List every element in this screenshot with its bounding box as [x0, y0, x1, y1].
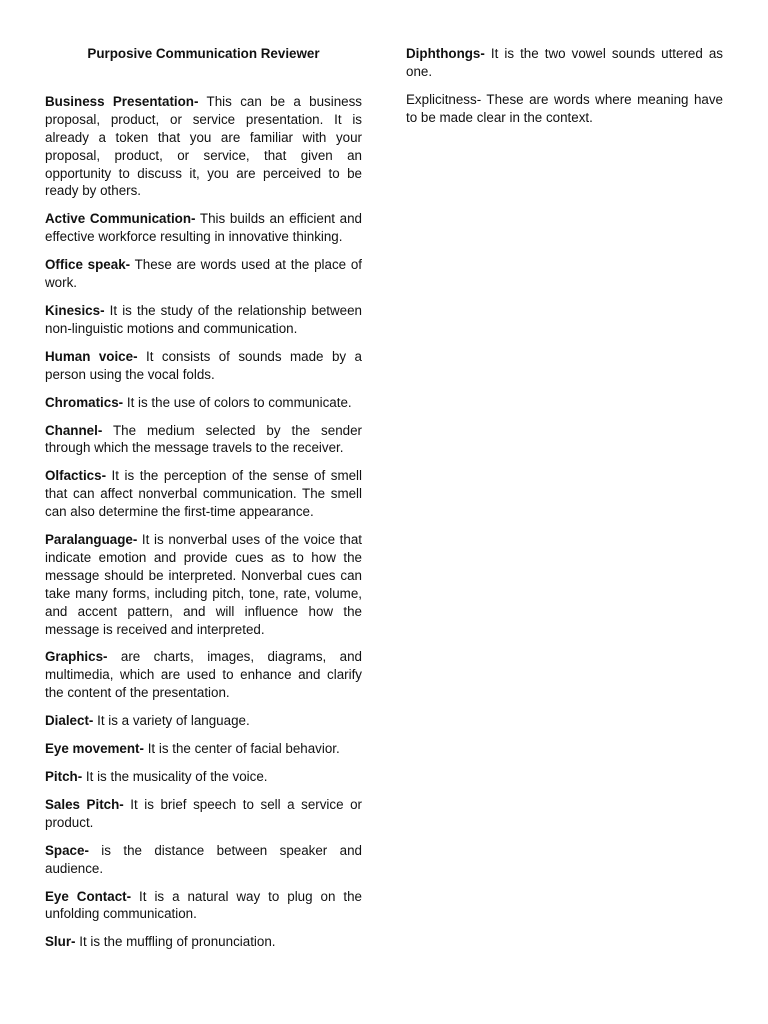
glossary-term: Slur- — [45, 934, 76, 950]
left-entry-list — [45, 93, 362, 951]
glossary-term: Diphthongs- — [406, 46, 485, 61]
glossary-definition: It is the two vowel sounds uttered as one. — [406, 46, 723, 79]
glossary-term: Paralanguage- — [45, 532, 138, 548]
glossary-entry — [45, 796, 362, 832]
glossary-definition: are charts, images, diagrams, and multimedia, which are used to enhance and clarify the content of the presentation. — [45, 649, 362, 701]
glossary-definition: It is brief speech to sell a service or product. — [45, 796, 362, 830]
glossary-entry — [45, 888, 362, 924]
glossary-term: Dialect- — [45, 713, 94, 729]
glossary-definition: It is the study of the relationship between non-linguistic motions and communication. — [45, 302, 362, 336]
glossary-definition: The medium selected by the sender through which the message travels to the receiver. — [45, 422, 362, 456]
glossary-entry — [45, 210, 362, 246]
glossary-entry — [45, 93, 362, 200]
glossary-term: Active Communication- — [45, 211, 196, 227]
glossary-entry — [45, 394, 362, 412]
glossary-entry — [45, 302, 362, 338]
glossary-definition: These are words where meaning have to be made clear in the context. — [406, 91, 723, 125]
glossary-term: Sales Pitch- — [45, 796, 124, 812]
glossary-entry — [45, 933, 362, 951]
left-column — [45, 45, 362, 961]
glossary-term: Explicitness- — [406, 91, 482, 107]
glossary-entry — [45, 740, 362, 758]
glossary-term: Eye Contact- — [45, 888, 132, 904]
right-column — [406, 45, 723, 137]
glossary-definition: It is the musicality of the voice. — [82, 769, 268, 784]
glossary-definition: It consists of sounds made by a person using the vocal folds. — [45, 348, 362, 382]
glossary-definition: is the distance between speaker and audience. — [45, 842, 362, 876]
glossary-definition: It is a variety of language. — [93, 713, 250, 729]
glossary-term: Olfactics- — [45, 468, 107, 484]
glossary-definition: It is the center of facial behavior. — [143, 741, 340, 757]
glossary-definition: It is the use of colors to communicate. — [123, 394, 352, 410]
glossary-entry — [45, 467, 362, 521]
glossary-definition: It is the muffling of pronunciation. — [75, 934, 276, 950]
glossary-entry — [45, 842, 362, 878]
glossary-entry — [45, 422, 362, 458]
glossary-definition: It is the perception of the sense of smell that can affect nonverbal communication. The smell can also determine the first-time appearance. — [45, 468, 362, 520]
glossary-entry — [45, 768, 362, 786]
glossary-term: Business Presentation- — [45, 93, 199, 109]
glossary-definition: This can be a business proposal, product, or service presentation. It is already a token that you are familiar with your proposal, product, or service, that given an opportunity to discuss it, you are perceived to be ready by others. — [45, 93, 362, 199]
right-entry-list — [406, 45, 723, 127]
glossary-entry — [45, 648, 362, 702]
glossary-term: Office speak- — [45, 257, 131, 273]
glossary-entry — [45, 348, 362, 384]
glossary-term: Kinesics- — [45, 302, 105, 318]
glossary-entry — [45, 531, 362, 638]
glossary-entry — [406, 91, 723, 127]
glossary-term: Chromatics- — [45, 394, 124, 410]
glossary-entry — [406, 45, 723, 81]
glossary-definition: These are words used at the place of work. — [45, 257, 362, 291]
glossary-term: Human voice- — [45, 348, 138, 364]
page-title: Purposive Communication Reviewer — [87, 46, 320, 61]
glossary-entry — [45, 712, 362, 730]
glossary-term: Channel- — [45, 422, 103, 438]
glossary-term: Pitch- — [45, 769, 83, 784]
glossary-definition: It is a natural way to plug on the unfolding communication. — [45, 888, 362, 922]
glossary-definition: It is nonverbal uses of the voice that indicate emotion and provide cues as to how the message should be interpreted. Nonverbal cues can take many forms, including pitch, tone, rate, volume, and accent pattern, and will influence how the message is received and interpreted. — [45, 532, 362, 637]
glossary-term: Eye movement- — [45, 741, 144, 757]
glossary-definition: This builds an efficient and effective workforce resulting in innovative thinking. — [45, 211, 362, 245]
glossary-term: Space- — [45, 842, 89, 858]
glossary-entry — [45, 256, 362, 292]
glossary-term: Graphics- — [45, 649, 108, 665]
